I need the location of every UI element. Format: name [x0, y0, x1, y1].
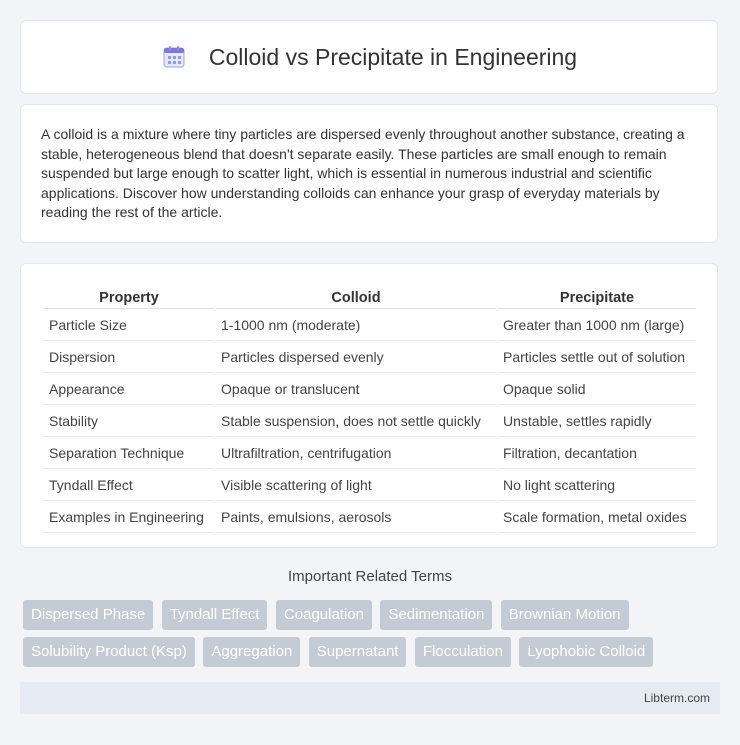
intro-card — [20, 104, 718, 243]
table-header-row — [44, 286, 696, 309]
table-cell: 1-1000 nm (moderate) — [216, 311, 496, 341]
table-cell: Particle Size — [44, 311, 214, 341]
table-row — [44, 375, 696, 405]
table-cell: Examples in Engineering — [44, 503, 214, 533]
table-cell: Separation Technique — [44, 439, 214, 469]
term-tag-aggregation[interactable]: Aggregation — [203, 637, 300, 667]
term-tag-brownian-motion[interactable]: Brownian Motion — [501, 600, 629, 630]
table-row — [44, 311, 696, 341]
term-tag-sedimentation[interactable]: Sedimentation — [380, 600, 492, 630]
footer — [20, 682, 720, 714]
table-row — [44, 343, 696, 373]
table-cell: Opaque solid — [498, 375, 696, 405]
table-row — [44, 471, 696, 501]
table-cell: Dispersion — [44, 343, 214, 373]
term-tag-coagulation[interactable]: Coagulation — [276, 600, 372, 630]
header-colloid: Colloid — [216, 286, 496, 309]
table-cell: Greater than 1000 nm (large) — [498, 311, 696, 341]
table-row — [44, 503, 696, 533]
table-cell: Paints, emulsions, aerosols — [216, 503, 496, 533]
table-cell: Appearance — [44, 375, 214, 405]
table-cell: Unstable, settles rapidly — [498, 407, 696, 437]
term-tag-dispersed-phase[interactable]: Dispersed Phase — [23, 600, 153, 630]
table-cell: Stable suspension, does not settle quickly — [216, 407, 496, 437]
term-tag-lyophobic-colloid[interactable]: Lyophobic Colloid — [519, 637, 653, 667]
table-cell: Particles dispersed evenly — [216, 343, 496, 373]
table-cell: Ultrafiltration, centrifugation — [216, 439, 496, 469]
term-tag-flocculation[interactable]: Flocculation — [415, 637, 511, 667]
term-tag-supernatant[interactable]: Supernatant — [309, 637, 407, 667]
comparison-table — [42, 284, 698, 535]
term-tag-tyndall-effect[interactable]: Tyndall Effect — [162, 600, 268, 630]
related-terms-title: Important Related Terms — [288, 568, 452, 585]
related-terms-list — [23, 600, 723, 674]
table-row — [44, 407, 696, 437]
table-cell: Stability — [44, 407, 214, 437]
table-cell: Tyndall Effect — [44, 471, 214, 501]
header-property: Property — [44, 286, 214, 309]
table-cell: No light scattering — [498, 471, 696, 501]
table-cell: Opaque or translucent — [216, 375, 496, 405]
intro-text: A colloid is a mixture where tiny particles are dispersed evenly throughout another substance, creating a stable, heterogeneous blend that doesn't separate easily. These particles are small enough to remain suspended but large enough to scatter light, which is essential in numerous industrial and scientific applications. Discover how understanding colloids can enhance your grasp of everyday materials by reading the rest of the article. — [41, 126, 685, 220]
table-cell: Scale formation, metal oxides — [498, 503, 696, 533]
table-cell: Visible scattering of light — [216, 471, 496, 501]
term-tag-solubility-product[interactable]: Solubility Product (Ksp) — [23, 637, 195, 667]
header-precipitate: Precipitate — [498, 286, 696, 309]
table-cell: Filtration, decantation — [498, 439, 696, 469]
comparison-table-card — [20, 263, 718, 548]
page-title: Colloid vs Precipitate in Engineering — [208, 43, 578, 70]
table-calendar-icon — [161, 44, 187, 70]
header-card — [20, 20, 718, 94]
table-cell: Particles settle out of solution — [498, 343, 696, 373]
footer-site-link[interactable]: Libterm.com — [643, 691, 710, 705]
table-row — [44, 439, 696, 469]
